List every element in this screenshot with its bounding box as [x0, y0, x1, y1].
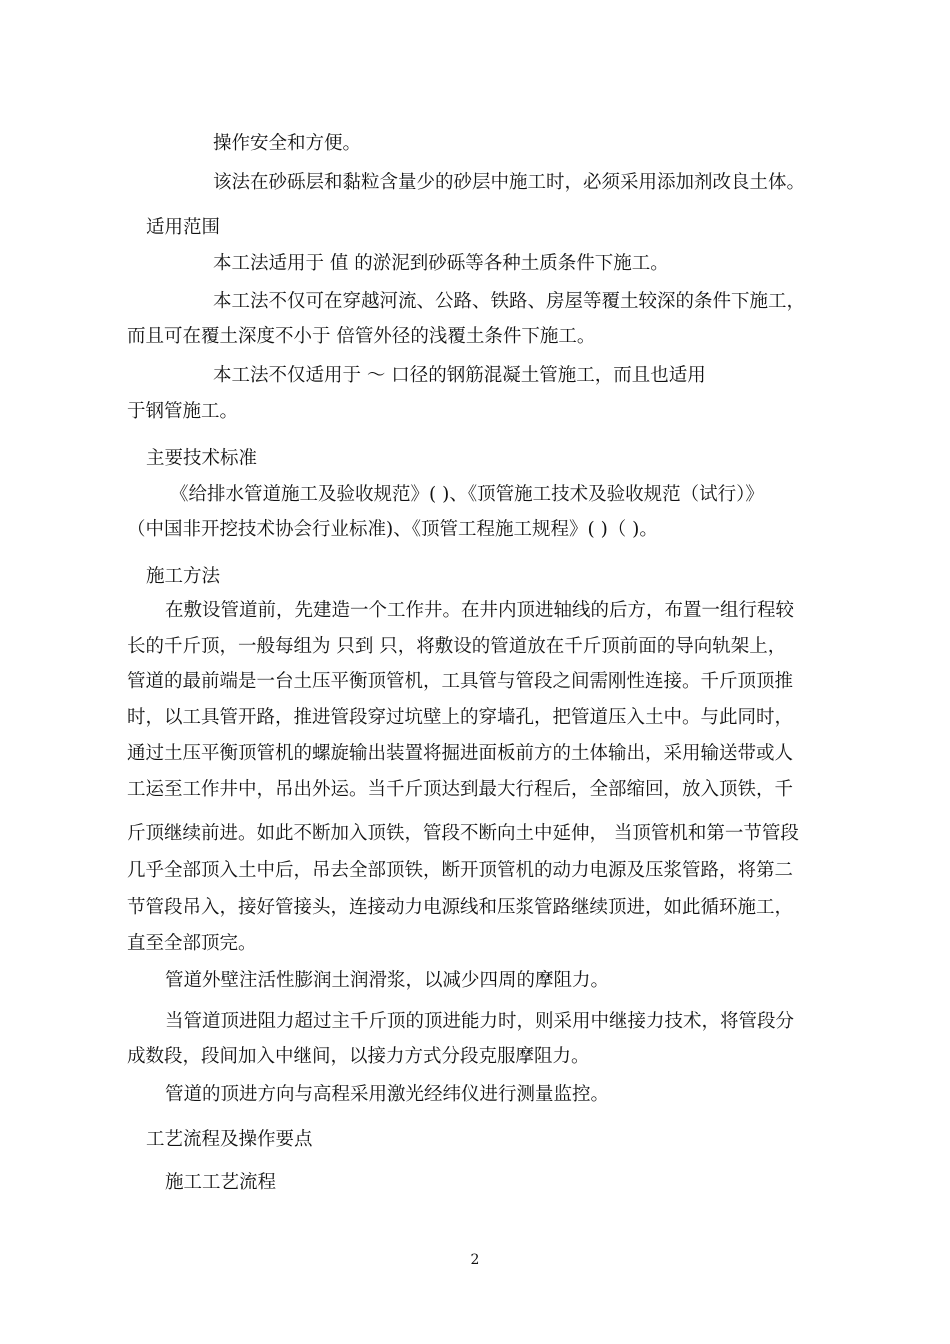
text-line: 几乎全部顶入土中后，吊去全部顶铁，断开顶管机的动力电源及压浆管路，将第二	[127, 860, 794, 881]
text-line: 成数段，段间加入中继间，以接力方式分段克服摩阻力。	[127, 1046, 590, 1067]
page-number: 2	[470, 1252, 480, 1268]
section-heading: 适用范围	[146, 217, 221, 238]
text-line: 在敷设管道前，先建造一个工作井。在井内顶进轴线的后方，布置一组行程较	[165, 600, 795, 621]
text-line: 该法在砂砾层和黏粒含量少的砂层中施工时，必须采用添加剂改良土体。	[213, 172, 806, 193]
text-line: 于钢管施工。	[127, 401, 239, 422]
text-line: 斤顶继续前进。如此不断加入顶铁，管段不断向土中延伸， 当顶管机和第一节管段	[127, 823, 799, 844]
text-line: 节管段吊入，接好管接头，连接动力电源线和压浆管路继续顶进，如此循环施工，	[127, 897, 794, 918]
text-line: 管道的顶进方向与高程采用激光经纬仪进行测量监控。	[165, 1084, 610, 1105]
section-heading: 施工方法	[146, 566, 221, 587]
text-line: 当管道顶进阻力超过主千斤顶的顶进能力时，则采用中继接力技术，将管段分	[165, 1011, 795, 1032]
text-line: 《给排水管道施工及验收规范》( )、《顶管施工技术及验收规范（试行）》	[170, 484, 764, 505]
section-heading: 主要技术标准	[146, 448, 258, 469]
text-line: 直至全部顶完。	[127, 933, 257, 954]
text-line: 本工法不仅可在穿越河流、公路、铁路、房屋等覆土较深的条件下施工，	[213, 291, 806, 312]
text-line: 本工法适用于 值 的淤泥到砂砾等各种土质条件下施工。	[213, 253, 669, 274]
section-heading: 工艺流程及操作要点	[146, 1129, 313, 1150]
text-line: 工运至工作井中，吊出外运。当千斤顶达到最大行程后，全部缩回，放入顶铁，千	[127, 779, 794, 800]
text-line: （中国非开挖技术协会行业标准)、《顶管工程施工规程》( )（ )。	[127, 519, 658, 540]
text-line: 操作安全和方便。	[213, 133, 362, 154]
text-line: 而且可在覆土深度不小于 倍管外径的浅覆土条件下施工。	[127, 326, 596, 347]
text-line: 管道的最前端是一台土压平衡顶管机，工具管与管段之间需刚性连接。千斤顶顶推	[127, 671, 794, 692]
text-line: 长的千斤顶，一般每组为 只到 只，将敷设的管道放在千斤顶前面的导向轨架上，	[127, 636, 787, 657]
text-line: 施工工艺流程	[165, 1172, 277, 1193]
text-line: 本工法不仅适用于 ～ 口径的钢筋混凝土管施工，而且也适用	[213, 365, 706, 386]
text-line: 管道外壁注活性膨润土润滑浆，以减少四周的摩阻力。	[165, 970, 610, 991]
text-line: 通过土压平衡顶管机的螺旋输出装置将掘进面板前方的土体输出，采用输送带或人	[127, 743, 794, 764]
text-line: 时，以工具管开路，推进管段穿过坑壁上的穿墙孔，把管道压入土中。与此同时，	[127, 707, 794, 728]
